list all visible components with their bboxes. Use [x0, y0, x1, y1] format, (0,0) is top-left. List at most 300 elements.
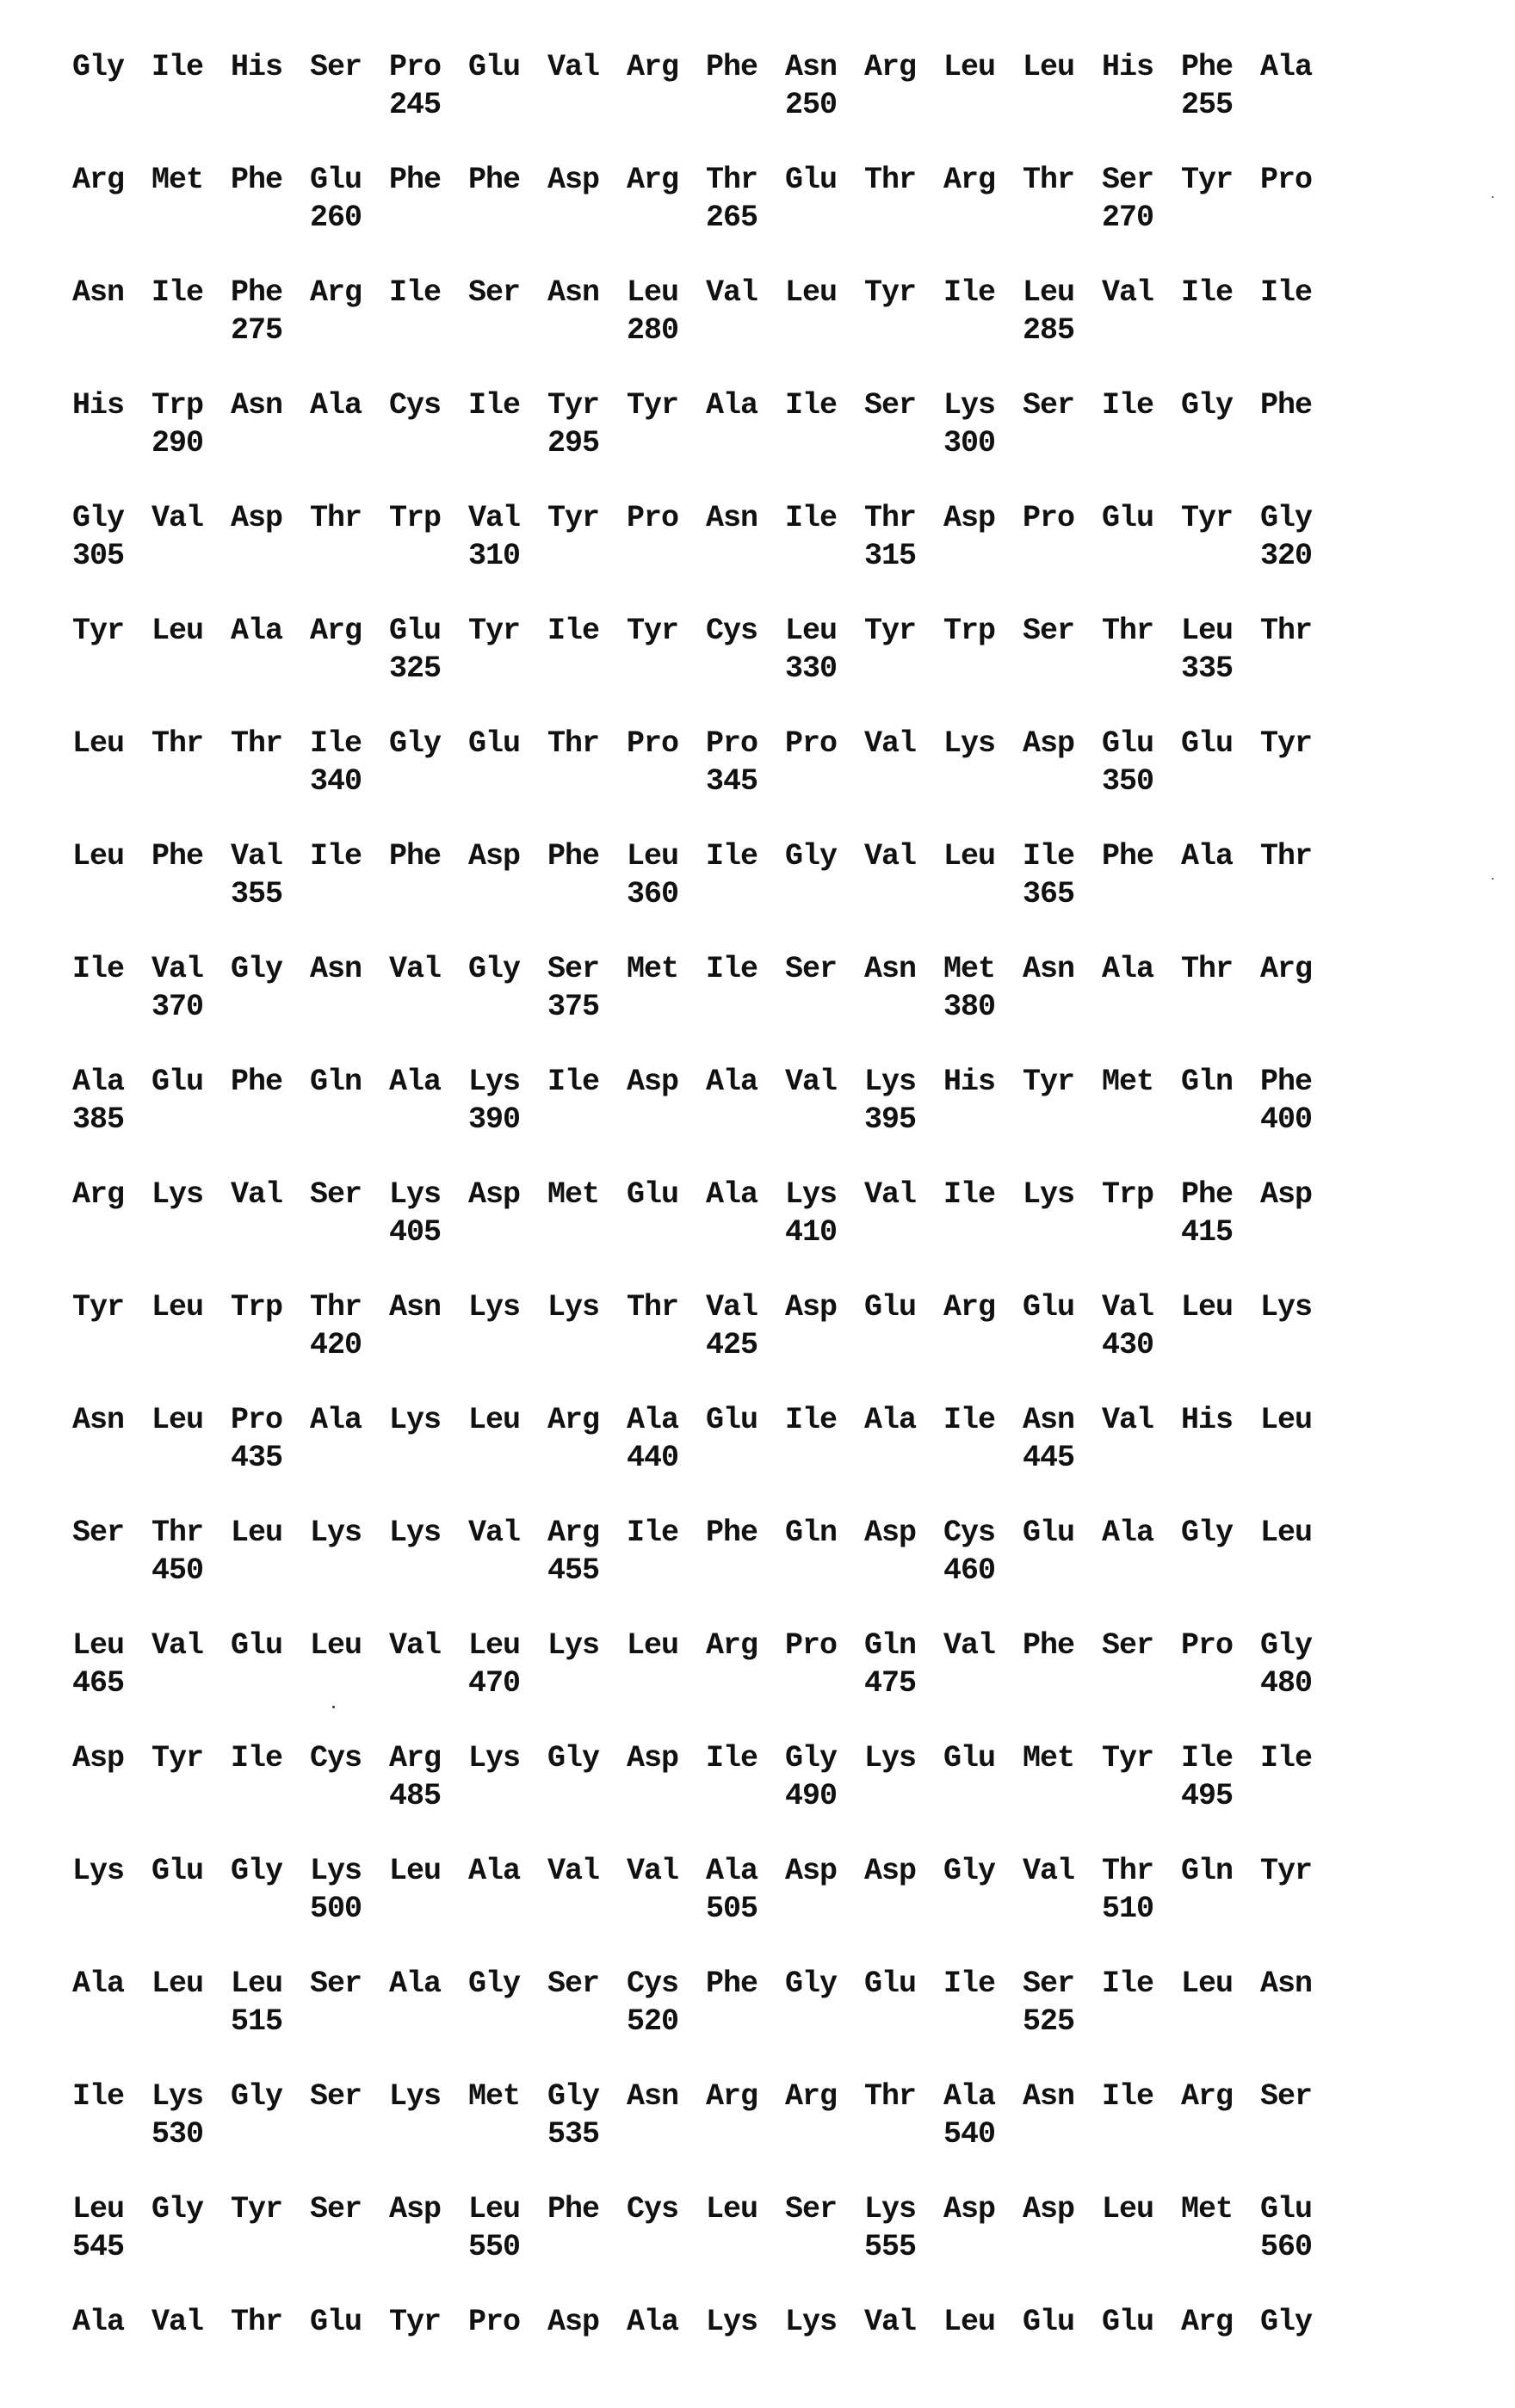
residue: Phe [1260, 1065, 1312, 1099]
residue: Val [231, 839, 282, 874]
residue: Lys [943, 388, 995, 423]
residue: Pro [1260, 163, 1312, 197]
residue: Cys [943, 1516, 995, 1550]
residue: Asn [627, 2079, 678, 2114]
residue: Gly [785, 1741, 837, 1775]
residue: Thr [1102, 614, 1153, 648]
residue: Ile [547, 614, 599, 648]
position-number: 550 [468, 2230, 520, 2264]
residue: Glu [231, 1628, 282, 1663]
position-number: 315 [864, 539, 916, 573]
residue: Leu [152, 1967, 203, 2001]
residue: Val [1102, 1403, 1153, 1437]
residue: Ala [627, 2305, 678, 2339]
residue: Thr [864, 501, 916, 535]
residue: Leu [72, 1628, 124, 1663]
residue: Tyr [1023, 1065, 1074, 1099]
residue: Asp [468, 1177, 520, 1212]
residue: Ile [706, 952, 758, 986]
position-number: 420 [310, 1328, 362, 1362]
residue: Tyr [627, 614, 678, 648]
residue: Phe [1181, 1177, 1233, 1212]
sequence-row [0, 50, 1515, 153]
residue: Lys [152, 1177, 203, 1212]
residue: Tyr [231, 2192, 282, 2226]
residue: Lys [547, 1290, 599, 1324]
residue: Lys [1023, 1177, 1074, 1212]
residue: Lys [468, 1741, 520, 1775]
residue: Pro [1023, 501, 1074, 535]
residue: Arg [706, 1628, 758, 1663]
residue: Tyr [1181, 163, 1233, 197]
residue: Asn [1023, 1403, 1074, 1437]
residue: Ile [547, 1065, 599, 1099]
residue: Cys [310, 1741, 362, 1775]
residue: Tyr [72, 1290, 124, 1324]
residue: Asp [72, 1741, 124, 1775]
residue: Ile [310, 726, 362, 761]
residue: Gly [231, 1854, 282, 1888]
residue: Ile [943, 1967, 995, 2001]
residue: Glu [1102, 726, 1153, 761]
residue: Lys [468, 1290, 520, 1324]
residue: Phe [231, 275, 282, 310]
residue: Lys [785, 2305, 837, 2339]
residue: Cys [706, 614, 758, 648]
residue: Lys [864, 1065, 916, 1099]
residue: Thr [627, 1290, 678, 1324]
residue: Phe [231, 163, 282, 197]
residue: Thr [152, 1516, 203, 1550]
position-number: 245 [389, 88, 441, 122]
position-number: 415 [1181, 1215, 1233, 1250]
residue: Ser [785, 2192, 837, 2226]
residue: Val [1102, 1290, 1153, 1324]
residue: Ser [310, 2079, 362, 2114]
residue: Ala [1260, 50, 1312, 84]
residue: Lys [72, 1854, 124, 1888]
residue: Lys [389, 1516, 441, 1550]
residue: Thr [1023, 163, 1074, 197]
residue: Cys [389, 388, 441, 423]
residue: Leu [1260, 1516, 1312, 1550]
sequence-row [0, 1516, 1515, 1619]
residue: Gly [1181, 1516, 1233, 1550]
residue: Leu [231, 1967, 282, 2001]
residue: Val [152, 501, 203, 535]
position-number: 310 [468, 539, 520, 573]
residue: Val [1023, 1854, 1074, 1888]
residue: Gly [785, 1967, 837, 2001]
residue: Val [152, 952, 203, 986]
residue: Phe [706, 1516, 758, 1550]
residue: Met [1181, 2192, 1233, 2226]
residue: Tyr [1181, 501, 1233, 535]
residue: Ala [1102, 952, 1153, 986]
residue: Tyr [468, 614, 520, 648]
residue: Ser [1023, 388, 1074, 423]
residue: Ile [706, 839, 758, 874]
residue: Asp [468, 839, 520, 874]
residue: Gly [468, 1967, 520, 2001]
position-number: 355 [231, 877, 282, 911]
position-number: 335 [1181, 651, 1233, 686]
sequence-row [0, 726, 1515, 830]
position-number: 425 [706, 1328, 758, 1362]
position-number: 275 [231, 313, 282, 348]
position-number: 455 [547, 1553, 599, 1588]
residue: Gln [1181, 1065, 1233, 1099]
residue: Leu [72, 726, 124, 761]
position-number: 430 [1102, 1328, 1153, 1362]
residue: Lys [389, 1403, 441, 1437]
position-number: 265 [706, 201, 758, 235]
residue: Asn [231, 388, 282, 423]
residue: Val [468, 501, 520, 535]
residue: Arg [547, 1403, 599, 1437]
residue: Asp [785, 1854, 837, 1888]
residue: Asp [785, 1290, 837, 1324]
residue: Leu [152, 1290, 203, 1324]
position-number: 325 [389, 651, 441, 686]
sequence-row [0, 1403, 1515, 1506]
position-number: 505 [706, 1892, 758, 1926]
position-number: 350 [1102, 764, 1153, 799]
residue: Ser [310, 2192, 362, 2226]
residue: His [1102, 50, 1153, 84]
residue: Ser [72, 1516, 124, 1550]
residue: Leu [1102, 2192, 1153, 2226]
sequence-row [0, 388, 1515, 491]
residue: Leu [1181, 1290, 1233, 1324]
position-number: 385 [72, 1102, 124, 1137]
residue: Tyr [627, 388, 678, 423]
residue: Lys [310, 1854, 362, 1888]
residue: Gly [1260, 2305, 1312, 2339]
residue: Thr [1260, 839, 1312, 874]
position-number: 405 [389, 1215, 441, 1250]
position-number: 380 [943, 990, 995, 1024]
residue: Phe [706, 1967, 758, 2001]
residue: Lys [706, 2305, 758, 2339]
residue: Ala [706, 1854, 758, 1888]
residue: Arg [627, 50, 678, 84]
residue: Gly [72, 50, 124, 84]
residue: Trp [1102, 1177, 1153, 1212]
residue: Pro [627, 501, 678, 535]
residue: Asn [310, 952, 362, 986]
residue: Arg [1181, 2305, 1233, 2339]
residue: Val [547, 50, 599, 84]
residue: Ile [152, 50, 203, 84]
residue: Gly [943, 1854, 995, 1888]
residue: Tyr [547, 388, 599, 423]
residue: Arg [1181, 2079, 1233, 2114]
residue: Ala [864, 1403, 916, 1437]
position-number: 440 [627, 1441, 678, 1475]
residue: Leu [72, 2192, 124, 2226]
residue: Asp [864, 1516, 916, 1550]
residue: Lys [1260, 1290, 1312, 1324]
position-number: 375 [547, 990, 599, 1024]
residue: Phe [706, 50, 758, 84]
residue: Thr [1181, 952, 1233, 986]
residue: His [943, 1065, 995, 1099]
position-number: 470 [468, 1666, 520, 1701]
residue: Asn [1023, 2079, 1074, 2114]
residue: Pro [785, 1628, 837, 1663]
residue: Thr [1260, 614, 1312, 648]
position-number: 285 [1023, 313, 1074, 348]
residue: Ile [231, 1741, 282, 1775]
residue: Val [389, 1628, 441, 1663]
residue: Arg [72, 1177, 124, 1212]
residue: Leu [1023, 50, 1074, 84]
residue: Ile [1260, 1741, 1312, 1775]
residue: Lys [389, 1177, 441, 1212]
residue: Gly [468, 952, 520, 986]
residue: Trp [943, 614, 995, 648]
sequence-row [0, 2305, 1515, 2408]
residue: Thr [864, 163, 916, 197]
residue: Phe [1181, 50, 1233, 84]
residue: Ile [152, 275, 203, 310]
residue: Ser [864, 388, 916, 423]
residue: Asp [547, 2305, 599, 2339]
residue: Tyr [1260, 726, 1312, 761]
residue: Val [785, 1065, 837, 1099]
residue: Arg [547, 1516, 599, 1550]
residue: Ile [943, 1403, 995, 1437]
position-number: 485 [389, 1779, 441, 1813]
residue: Ile [1102, 388, 1153, 423]
residue: Lys [310, 1516, 362, 1550]
scan-speck [1492, 196, 1493, 198]
position-number: 465 [72, 1666, 124, 1701]
residue: Ile [943, 275, 995, 310]
residue: His [231, 50, 282, 84]
residue: Ser [1260, 2079, 1312, 2114]
residue: Val [152, 2305, 203, 2339]
residue: Ser [1023, 614, 1074, 648]
residue: Met [943, 952, 995, 986]
residue: Leu [627, 275, 678, 310]
residue: Arg [72, 163, 124, 197]
residue: Leu [785, 275, 837, 310]
residue: Ile [785, 388, 837, 423]
scan-speck [1492, 878, 1493, 880]
position-number: 435 [231, 1441, 282, 1475]
sequence-row [0, 839, 1515, 942]
residue: Asp [389, 2192, 441, 2226]
residue: Lys [943, 726, 995, 761]
residue: Pro [706, 726, 758, 761]
position-number: 370 [152, 990, 203, 1024]
residue: Leu [785, 614, 837, 648]
residue: Asp [1023, 2192, 1074, 2226]
residue: Asp [1023, 726, 1074, 761]
residue: Leu [152, 614, 203, 648]
residue: Asp [864, 1854, 916, 1888]
position-number: 395 [864, 1102, 916, 1137]
residue: Asp [627, 1741, 678, 1775]
residue: Ile [1102, 2079, 1153, 2114]
residue: Phe [389, 839, 441, 874]
sequence-row [0, 614, 1515, 717]
residue: Lys [864, 1741, 916, 1775]
sequence-row [0, 501, 1515, 604]
residue: Pro [627, 726, 678, 761]
residue: Ile [310, 839, 362, 874]
residue: Glu [1102, 2305, 1153, 2339]
residue: Ala [231, 614, 282, 648]
residue: Tyr [389, 2305, 441, 2339]
residue: Tyr [1260, 1854, 1312, 1888]
residue: Lys [389, 2079, 441, 2114]
residue: Leu [943, 839, 995, 874]
residue: Val [943, 1628, 995, 1663]
residue: Glu [152, 1854, 203, 1888]
residue: Ile [72, 952, 124, 986]
residue: Ile [627, 1516, 678, 1550]
residue: Phe [231, 1065, 282, 1099]
residue: Thr [152, 726, 203, 761]
residue: Leu [468, 1628, 520, 1663]
residue: Ala [706, 1177, 758, 1212]
position-number: 410 [785, 1215, 837, 1250]
residue: Met [547, 1177, 599, 1212]
residue: Gly [231, 2079, 282, 2114]
residue: Arg [943, 1290, 995, 1324]
residue: Ala [72, 2305, 124, 2339]
residue: Val [706, 275, 758, 310]
residue: Val [547, 1854, 599, 1888]
sequence-row [0, 1628, 1515, 1732]
residue: Gly [1181, 388, 1233, 423]
residue: Glu [785, 163, 837, 197]
position-number: 560 [1260, 2230, 1312, 2264]
residue: Met [468, 2079, 520, 2114]
residue: Met [152, 163, 203, 197]
residue: Tyr [547, 501, 599, 535]
residue: Leu [152, 1403, 203, 1437]
residue: Met [1102, 1065, 1153, 1099]
position-number: 555 [864, 2230, 916, 2264]
residue: Ile [785, 1403, 837, 1437]
residue: Arg [1260, 952, 1312, 986]
residue: Gly [547, 1741, 599, 1775]
residue: Asn [547, 275, 599, 310]
position-number: 280 [627, 313, 678, 348]
residue: Met [1023, 1741, 1074, 1775]
residue: Phe [1102, 839, 1153, 874]
position-number: 480 [1260, 1666, 1312, 1701]
residue: Ala [72, 1967, 124, 2001]
residue: Glu [1023, 1516, 1074, 1550]
position-number: 545 [72, 2230, 124, 2264]
sequence-row [0, 275, 1515, 379]
residue: Ile [706, 1741, 758, 1775]
residue: Leu [627, 1628, 678, 1663]
sequence-row [0, 1967, 1515, 2070]
residue: Ala [627, 1403, 678, 1437]
residue: Ala [310, 1403, 362, 1437]
sequence-row [0, 1177, 1515, 1281]
residue: Asn [1023, 952, 1074, 986]
position-number: 445 [1023, 1441, 1074, 1475]
residue: His [1181, 1403, 1233, 1437]
residue: Tyr [864, 275, 916, 310]
position-number: 475 [864, 1666, 916, 1701]
residue: Leu [310, 1628, 362, 1663]
residue: Glu [389, 614, 441, 648]
residue: Lys [152, 2079, 203, 2114]
position-number: 510 [1102, 1892, 1153, 1926]
residue: Tyr [72, 614, 124, 648]
residue: Glu [152, 1065, 203, 1099]
residue: Ser [310, 1177, 362, 1212]
residue: Val [627, 1854, 678, 1888]
residue: Glu [1023, 1290, 1074, 1324]
residue: Ser [1102, 163, 1153, 197]
position-number: 300 [943, 426, 995, 460]
residue: Ser [310, 50, 362, 84]
position-number: 530 [152, 2117, 203, 2152]
residue: Val [1102, 275, 1153, 310]
residue: Ala [706, 388, 758, 423]
residue: Leu [627, 839, 678, 874]
residue: Pro [785, 726, 837, 761]
residue: Ala [310, 388, 362, 423]
residue: Glu [468, 50, 520, 84]
residue: Glu [310, 163, 362, 197]
residue: Asp [627, 1065, 678, 1099]
residue: Arg [864, 50, 916, 84]
position-number: 290 [152, 426, 203, 460]
residue: His [72, 388, 124, 423]
residue: Ala [389, 1967, 441, 2001]
residue: Leu [1023, 275, 1074, 310]
residue: Ile [1023, 839, 1074, 874]
position-number: 495 [1181, 1779, 1233, 1813]
residue: Lys [468, 1065, 520, 1099]
position-number: 450 [152, 1553, 203, 1588]
residue: Asn [785, 50, 837, 84]
residue: Glu [310, 2305, 362, 2339]
position-number: 260 [310, 201, 362, 235]
residue: Ser [547, 952, 599, 986]
residue: Asp [943, 501, 995, 535]
residue: Thr [1102, 1854, 1153, 1888]
residue: Phe [152, 839, 203, 874]
residue: Val [389, 952, 441, 986]
residue: Trp [231, 1290, 282, 1324]
sequence-row [0, 2079, 1515, 2183]
residue: Ala [1181, 839, 1233, 874]
position-number: 460 [943, 1553, 995, 1588]
residue: Ile [1260, 275, 1312, 310]
residue: Asp [943, 2192, 995, 2226]
position-number: 540 [943, 2117, 995, 2152]
position-number: 500 [310, 1892, 362, 1926]
residue: Ala [72, 1065, 124, 1099]
residue: Val [864, 2305, 916, 2339]
residue: Trp [389, 501, 441, 535]
residue: Gly [1260, 1628, 1312, 1663]
residue: Asp [547, 163, 599, 197]
position-number: 320 [1260, 539, 1312, 573]
sequence-row [0, 1854, 1515, 1957]
